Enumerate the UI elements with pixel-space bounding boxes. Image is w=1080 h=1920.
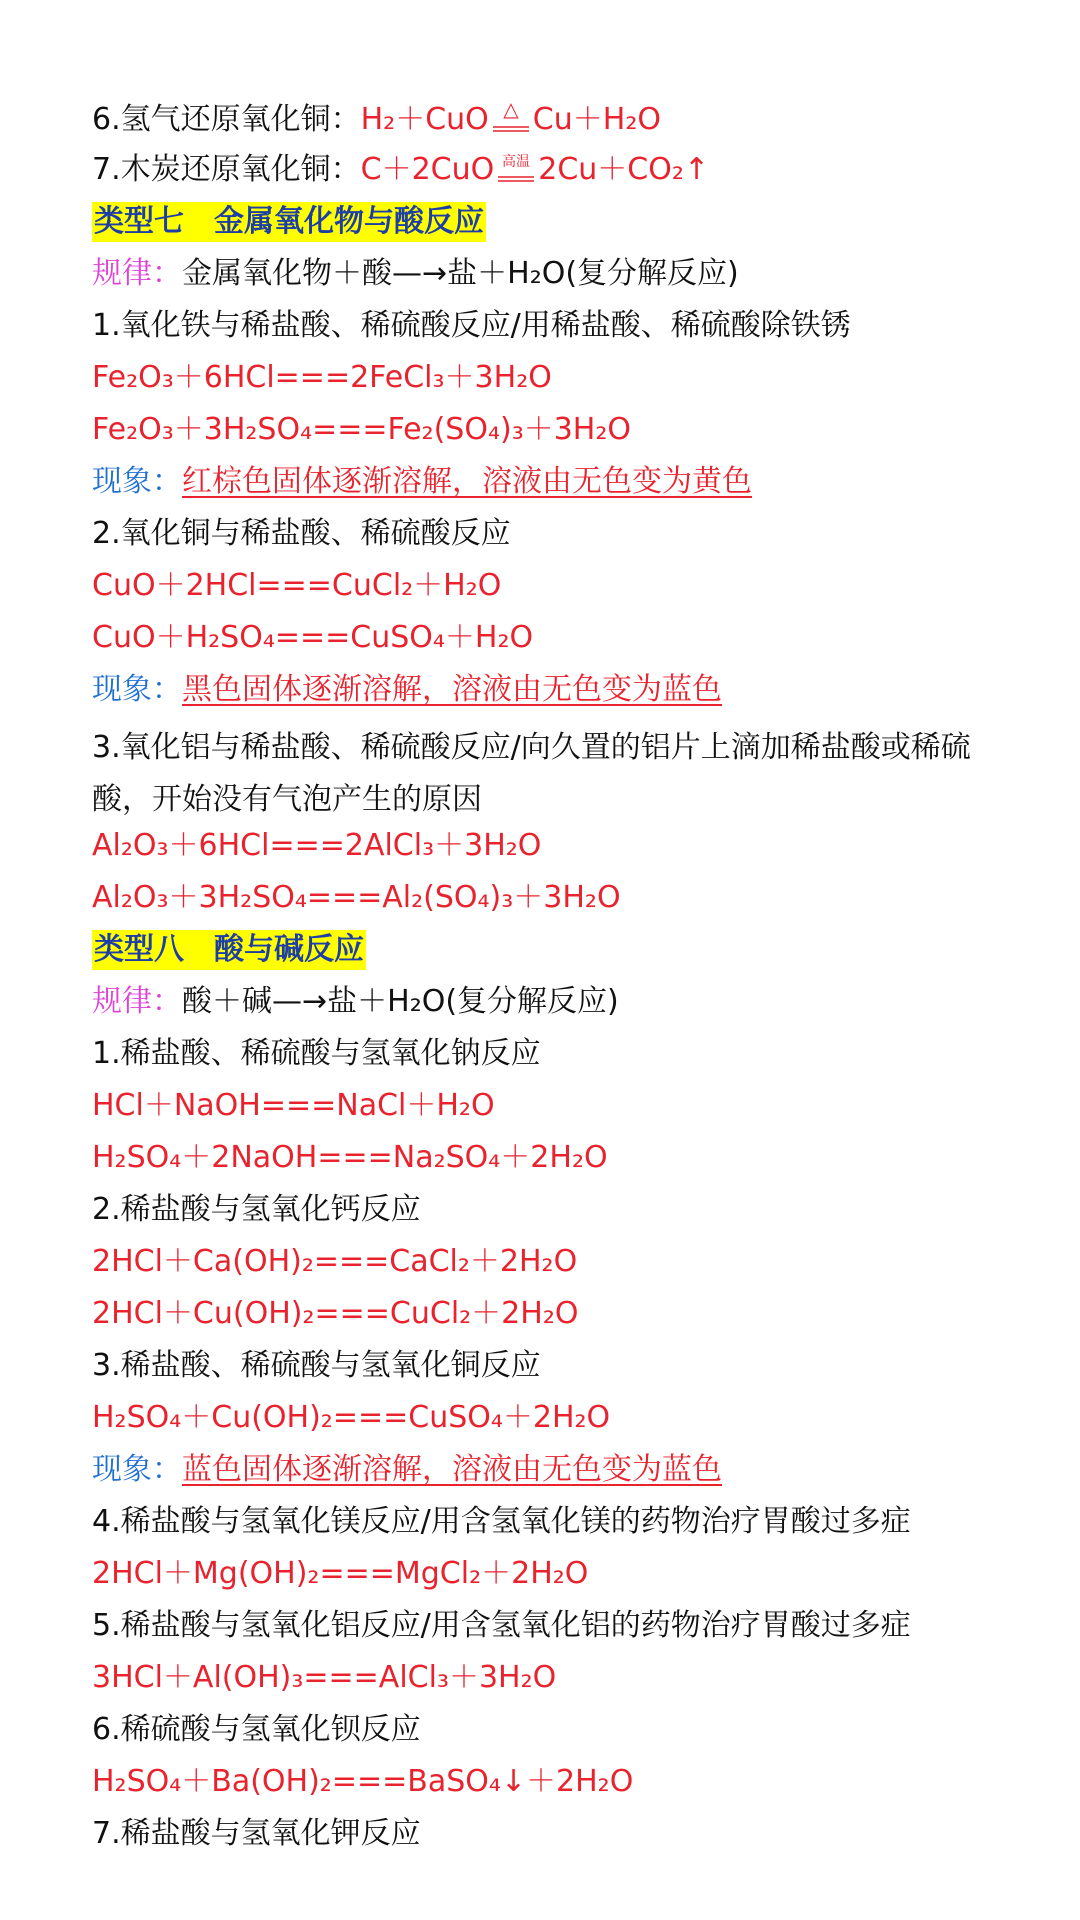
phenomenon-line — [92, 462, 1040, 502]
phenomenon-text: 黑色固体逐渐溶解，溶液由无色变为蓝色 — [182, 672, 722, 707]
reaction-label: 7.木炭还原氧化铜： — [92, 152, 361, 187]
equation-text: 2HCl＋Mg(OH)₂===MgCl₂＋2H₂O — [92, 1556, 589, 1591]
high-temperature-condition-sign — [494, 150, 538, 190]
subtitle-line — [92, 1606, 1040, 1646]
equation-line — [92, 410, 1040, 450]
subtitle-line — [92, 514, 1040, 554]
reaction-line — [92, 100, 1040, 140]
rule-line — [92, 982, 1040, 1022]
equation-line — [92, 1242, 1040, 1282]
equation-text: Al₂O₃＋6HCl===2AlCl₃＋3H₂O — [92, 828, 542, 863]
equation-left: H₂＋CuO — [360, 102, 489, 137]
equation-line — [92, 566, 1040, 606]
heading-text: 类型七 金属氧化物与酸反应 — [92, 202, 486, 242]
subtitle-text: 3.稀盐酸、稀硫酸与氢氧化铜反应 — [92, 1348, 541, 1383]
subtitle-text: 1.氧化铁与稀盐酸、稀硫酸反应/用稀盐酸、稀硫酸除铁锈 — [92, 308, 851, 343]
equation-text: H₂SO₄＋2NaOH===Na₂SO₄＋2H₂O — [92, 1140, 608, 1175]
equation-text: 3HCl＋Al(OH)₃===AlCl₃＋3H₂O — [92, 1660, 557, 1695]
equation-line — [92, 1398, 1040, 1438]
rule-text: 酸＋碱—→盐＋H₂O(复分解反应) — [182, 984, 619, 1019]
condition-text: △ — [503, 100, 519, 121]
equation-line — [92, 1086, 1040, 1126]
subtitle-text: 2.稀盐酸与氢氧化钙反应 — [92, 1192, 421, 1227]
subtitle-line — [92, 1502, 1040, 1542]
equation-text: 2HCl＋Cu(OH)₂===CuCl₂＋2H₂O — [92, 1296, 579, 1331]
phenomenon-tag: 现象： — [92, 464, 182, 499]
equation-text: Al₂O₃＋3H₂SO₄===Al₂(SO₄)₃＋3H₂O — [92, 880, 621, 915]
rule-tag: 规律： — [92, 256, 182, 291]
equation-line — [92, 1762, 1040, 1802]
equation-text: HCl＋NaOH===NaCl＋H₂O — [92, 1088, 495, 1123]
subtitle-line — [92, 1190, 1040, 1230]
rule-tag: 规律： — [92, 984, 182, 1019]
phenomenon-line — [92, 1450, 1040, 1490]
equation-line — [92, 618, 1040, 658]
subtitle-text: 7.稀盐酸与氢氧化钾反应 — [92, 1816, 421, 1851]
equation-line — [92, 1554, 1040, 1594]
subtitle-text: 3.氧化铝与稀盐酸、稀硫酸反应/向久置的铝片上滴加稀盐酸或稀硫酸，开始没有气泡产生的原因 — [92, 730, 971, 817]
equation-text: Fe₂O₃＋6HCl===2FeCl₃＋3H₂O — [92, 360, 552, 395]
equation-line — [92, 826, 1040, 866]
heading-text: 类型八 酸与碱反应 — [92, 930, 366, 970]
subtitle-line — [92, 1034, 1040, 1074]
equation-left: C＋2CuO — [360, 152, 495, 187]
equation-text: H₂SO₄＋Ba(OH)₂===BaSO₄↓＋2H₂O — [92, 1764, 634, 1799]
condition-text: 高温 — [502, 154, 531, 170]
phenomenon-tag: 现象： — [92, 672, 182, 707]
equation-right: 2Cu＋CO₂↑ — [538, 152, 710, 187]
section-heading — [92, 202, 1040, 242]
reaction-label: 6.氢气还原氧化铜： — [92, 102, 361, 137]
equation-text: CuO＋H₂SO₄===CuSO₄＋H₂O — [92, 620, 534, 655]
equation-text: CuO＋2HCl===CuCl₂＋H₂O — [92, 568, 502, 603]
equation-line — [92, 358, 1040, 398]
equation-line — [92, 1138, 1040, 1178]
equation-line — [92, 878, 1040, 918]
section-heading — [92, 930, 1040, 970]
subtitle-line — [92, 306, 1040, 346]
phenomenon-tag: 现象： — [92, 1452, 182, 1487]
equation-right: Cu＋H₂O — [532, 102, 661, 137]
equation-text: H₂SO₄＋Cu(OH)₂===CuSO₄＋2H₂O — [92, 1400, 611, 1435]
equation-text: 2HCl＋Ca(OH)₂===CaCl₂＋2H₂O — [92, 1244, 578, 1279]
subtitle-text: 5.稀盐酸与氢氧化铝反应/用含氢氧化铝的药物治疗胃酸过多症 — [92, 1608, 911, 1643]
subtitle-text: 2.氧化铜与稀盐酸、稀硫酸反应 — [92, 516, 511, 551]
phenomenon-text: 蓝色固体逐渐溶解，溶液由无色变为蓝色 — [182, 1452, 722, 1487]
phenomenon-line — [92, 670, 1040, 710]
subtitle-text: 4.稀盐酸与氢氧化镁反应/用含氢氧化镁的药物治疗胃酸过多症 — [92, 1504, 911, 1539]
equation-line — [92, 1658, 1040, 1698]
subtitle-text: 6.稀硫酸与氢氧化钡反应 — [92, 1712, 421, 1747]
subtitle-line — [92, 1814, 1040, 1854]
equation-text: Fe₂O₃＋3H₂SO₄===Fe₂(SO₄)₃＋3H₂O — [92, 412, 632, 447]
subtitle-line — [92, 722, 1020, 826]
heat-condition-sign — [489, 100, 533, 140]
phenomenon-text: 红棕色固体逐渐溶解，溶液由无色变为黄色 — [182, 464, 752, 499]
rule-text: 金属氧化物＋酸—→盐＋H₂O(复分解反应) — [182, 256, 739, 291]
equation-line — [92, 1294, 1040, 1334]
subtitle-line — [92, 1346, 1040, 1386]
subtitle-text: 1.稀盐酸、稀硫酸与氢氧化钠反应 — [92, 1036, 541, 1071]
reaction-line — [92, 150, 1040, 190]
subtitle-line — [92, 1710, 1040, 1750]
rule-line — [92, 254, 1040, 294]
